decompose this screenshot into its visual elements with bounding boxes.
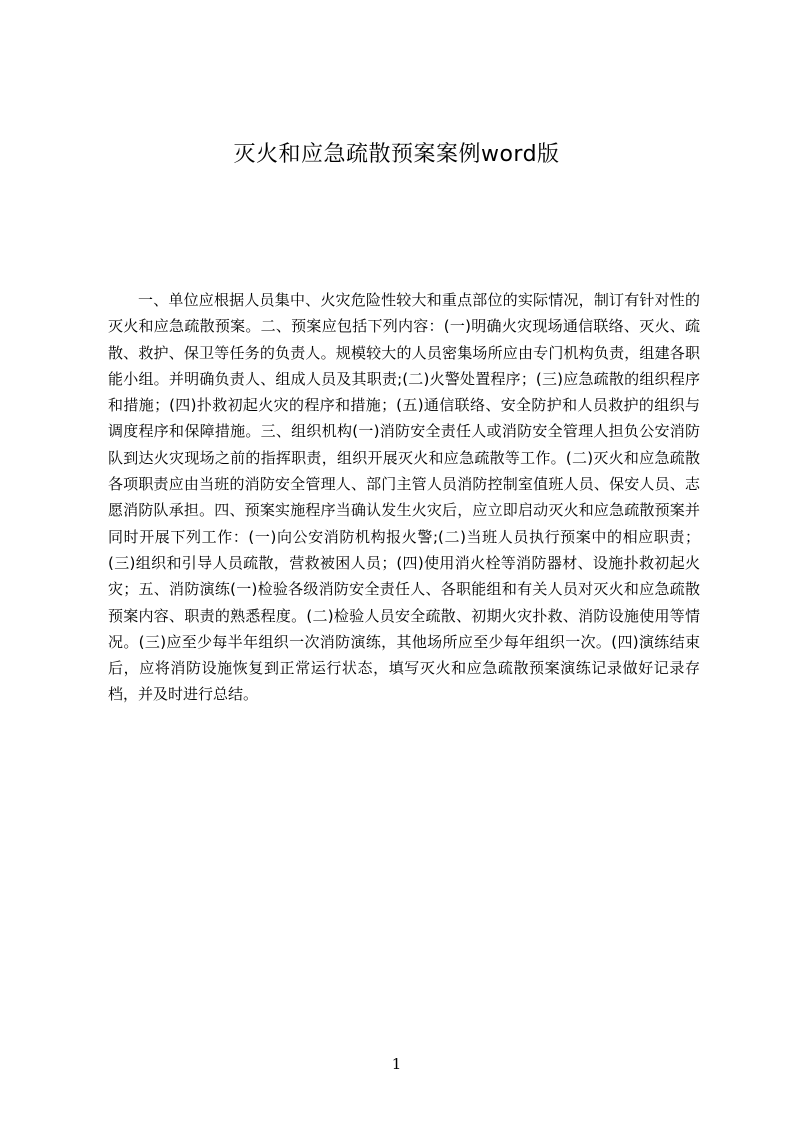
document-body-paragraph: 一、单位应根据人员集中、火灾危险性较大和重点部位的实际情况，制订有针对性的灭火和应急疏散预案。二、预案应包括下列内容：(一)明确火灾现场通信联络、灭火、疏散、救护、保卫等任务的负责人。规模较大的人员密集场所应由专门机构负责，组建各职能小组。并明确负责人、组成人员及其职责;(二)火警处置程序；(三)应急疏散的组织程序和措施；(四)扑救初起火灾的程序和措施；(五)通信联络、安全防护和人员救护的组织与调度程序和保障措施。三、组织机构(一)消防安全责任人或消防安全管理人担负公安消防队到达火灾现场之前的指挥职责，组织开展灭火和应急疏散等工作。(二)灭火和应急疏散各项职责应由当班的消防安全管理人、部门主管人员消防控制室值班人员、保安人员、志愿消防队承担。四、预案实施程序当确认发生火灾后，应立即启动灭火和应急疏散预案并同时开展下列工作：(一)向公安消防机构报火警;(二)当班人员执行预案中的相应职责；(三)组织和引导人员疏散，营救被困人员；(四)使用消火栓等消防器材、设施扑救初起火灾；五、消防演练(一)检验各级消防安全责任人、各职能组和有关人员对灭火和应急疏散预案内容、职责的熟悉程度。(二)检验人员安全疏散、初期火灾扑救、消防设施使用等情况。(三)应至少每半年组织一次消防演练，其他场所应至少每年组织一次。(四)演练结束后，应将消防设施恢复到正常运行状态，填写灭火和应急疏散预案演练记录做好记录存档，并及时进行总结。 — [108, 291, 700, 704]
page-number: 1 — [391, 1055, 402, 1073]
document-title: 灭火和应急疏散预案案例word版 — [233, 142, 560, 167]
